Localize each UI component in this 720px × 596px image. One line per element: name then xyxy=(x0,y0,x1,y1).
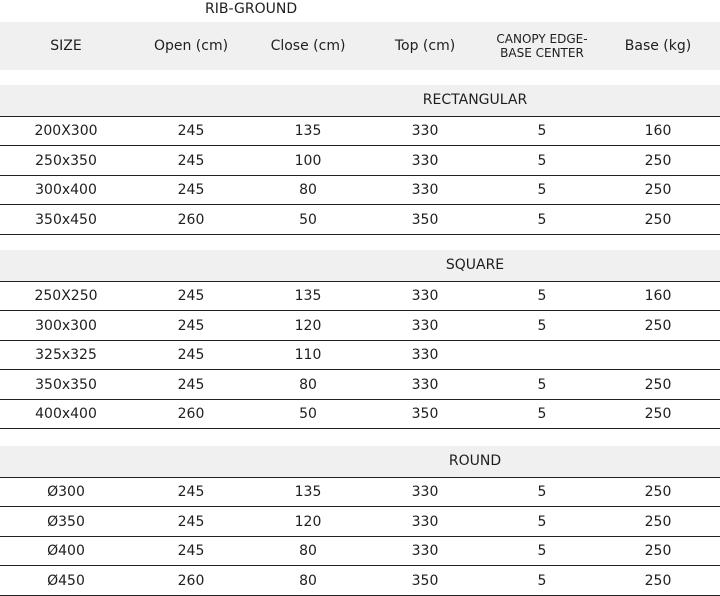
header-base: Base (kg) xyxy=(624,38,692,54)
cell-top: 330 xyxy=(411,317,439,334)
cell-open: 245 xyxy=(177,543,205,560)
table-row xyxy=(0,536,720,566)
cell-canopy: 5 xyxy=(537,152,547,169)
top-label: RIB-GROUND xyxy=(205,1,298,17)
cell-close: 80 xyxy=(299,182,317,199)
cell-size: 300x400 xyxy=(35,182,97,199)
header-canopy xyxy=(482,22,602,70)
cell-canopy: 5 xyxy=(537,211,547,228)
cell-top: 330 xyxy=(411,152,439,169)
cell-size: 350x350 xyxy=(35,376,97,393)
table-caption xyxy=(0,0,500,22)
cell-top: 330 xyxy=(411,347,439,364)
cell-top: 330 xyxy=(411,513,439,530)
section-header xyxy=(0,85,720,117)
cell-base: 250 xyxy=(644,484,672,500)
cell-close: 80 xyxy=(299,572,317,589)
cell-open: 260 xyxy=(177,572,205,589)
cell-close: 135 xyxy=(294,484,322,500)
cell-close: 120 xyxy=(294,513,322,530)
cell-base: 250 xyxy=(644,513,672,530)
cell-size: Ø450 xyxy=(47,572,85,589)
table-row xyxy=(0,477,720,507)
section-title: SQUARE xyxy=(445,257,505,273)
cell-base: 250 xyxy=(644,543,672,560)
cell-top: 330 xyxy=(411,543,439,560)
cell-top: 330 xyxy=(411,484,439,500)
cell-close: 50 xyxy=(299,211,317,228)
header-top: Top (cm) xyxy=(394,38,456,54)
cell-canopy: 5 xyxy=(537,182,547,199)
header-size: SIZE xyxy=(50,38,82,54)
cell-size: 200X300 xyxy=(34,123,98,139)
cell-canopy: 5 xyxy=(537,543,547,560)
table-row xyxy=(0,146,720,176)
cell-open: 245 xyxy=(177,376,205,393)
cell-open: 245 xyxy=(177,484,205,500)
cell-base: 250 xyxy=(644,572,672,589)
cell-base: 250 xyxy=(644,317,672,334)
cell-size: 300x300 xyxy=(35,317,97,334)
section-title: RECTANGULAR xyxy=(422,92,528,108)
cell-open: 245 xyxy=(177,317,205,334)
cell-open: 245 xyxy=(177,123,205,139)
table-row xyxy=(0,566,720,596)
cell-canopy: 5 xyxy=(537,513,547,530)
cell-size: 325x325 xyxy=(35,347,97,364)
header-close: Close (cm) xyxy=(270,38,346,54)
cell-top: 350 xyxy=(411,572,439,589)
table-row xyxy=(0,205,720,235)
cell-size: Ø350 xyxy=(47,513,85,530)
cell-close: 110 xyxy=(294,347,322,364)
cell-open: 245 xyxy=(177,182,205,199)
cell-top: 330 xyxy=(411,376,439,393)
cell-close: 80 xyxy=(299,543,317,560)
cell-open: 260 xyxy=(177,406,205,423)
cell-open: 260 xyxy=(177,211,205,228)
table-row xyxy=(0,311,720,341)
cell-canopy: 5 xyxy=(537,288,547,304)
cell-top: 330 xyxy=(411,182,439,199)
cell-base: 250 xyxy=(644,211,672,228)
cell-close: 135 xyxy=(294,288,322,304)
cell-base: 250 xyxy=(644,406,672,423)
cell-size: 350x450 xyxy=(35,211,97,228)
section-header xyxy=(0,446,720,478)
table-row xyxy=(0,507,720,537)
cell-base: 160 xyxy=(644,288,672,304)
cell-top: 350 xyxy=(411,406,439,423)
section-header xyxy=(0,250,720,282)
cell-base: 160 xyxy=(644,123,672,139)
table-row xyxy=(0,116,720,146)
cell-size: 250X250 xyxy=(34,288,98,304)
table-header xyxy=(0,22,720,70)
cell-close: 120 xyxy=(294,317,322,334)
cell-top: 330 xyxy=(411,123,439,139)
cell-top: 350 xyxy=(411,211,439,228)
cell-size: 400x400 xyxy=(35,406,97,423)
header-open: Open (cm) xyxy=(153,38,229,54)
cell-open: 245 xyxy=(177,152,205,169)
header-canopy-line2: BASE CENTER xyxy=(500,46,584,60)
table-row xyxy=(0,370,720,400)
cell-open: 245 xyxy=(177,347,205,364)
cell-close: 80 xyxy=(299,376,317,393)
table-row xyxy=(0,281,720,311)
header-canopy-line1: CANOPY EDGE- xyxy=(496,32,588,46)
table-row xyxy=(0,399,720,429)
cell-canopy: 5 xyxy=(537,317,547,334)
cell-size: Ø400 xyxy=(47,543,85,560)
cell-base: 250 xyxy=(644,152,672,169)
cell-close: 135 xyxy=(294,123,322,139)
cell-canopy: 5 xyxy=(537,484,547,500)
cell-base: 250 xyxy=(644,376,672,393)
cell-open: 245 xyxy=(177,288,205,304)
table-row xyxy=(0,175,720,205)
cell-size: Ø300 xyxy=(47,484,85,500)
cell-open: 245 xyxy=(177,513,205,530)
section-title: ROUND xyxy=(448,453,502,469)
cell-close: 50 xyxy=(299,406,317,423)
cell-base: 250 xyxy=(644,182,672,199)
table-row xyxy=(0,340,720,370)
cell-canopy: 5 xyxy=(537,572,547,589)
cell-top: 330 xyxy=(411,288,439,304)
cell-canopy: 5 xyxy=(537,406,547,423)
cell-canopy: 5 xyxy=(537,123,547,139)
cell-size: 250x350 xyxy=(35,152,97,169)
cell-canopy: 5 xyxy=(537,376,547,393)
cell-close: 100 xyxy=(294,152,322,169)
